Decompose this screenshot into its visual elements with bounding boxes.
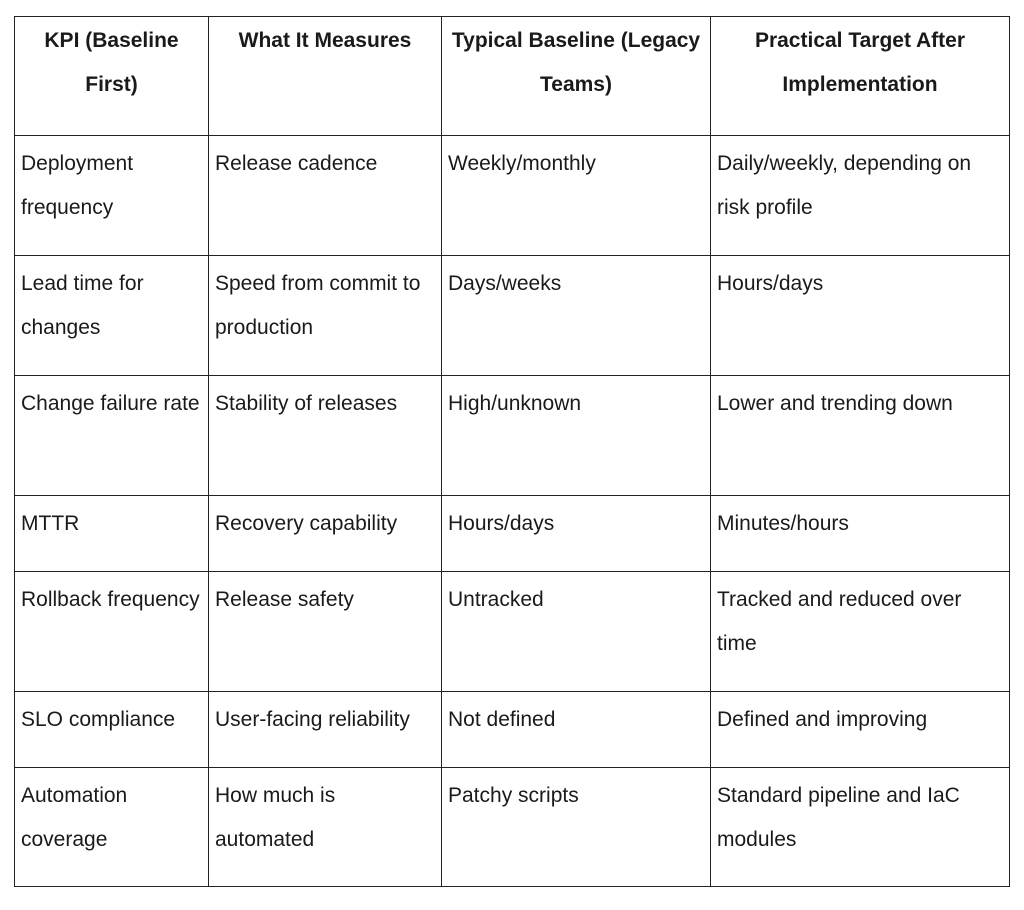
cell-measures: Recovery capability [209, 496, 442, 572]
header-typical-baseline: Typical Baseline (Legacy Teams) [442, 17, 711, 136]
header-practical-target: Practical Target After Implementation [711, 17, 1010, 136]
cell-target: Hours/days [711, 256, 1010, 376]
cell-baseline: High/unknown [442, 376, 711, 496]
cell-kpi: Automation coverage [15, 768, 209, 887]
cell-baseline: Not defined [442, 692, 711, 768]
cell-kpi: Change failure rate [15, 376, 209, 496]
table-row [15, 768, 1010, 887]
cell-kpi: SLO compliance [15, 692, 209, 768]
kpi-table [14, 16, 1010, 887]
cell-baseline: Untracked [442, 572, 711, 692]
cell-kpi: MTTR [15, 496, 209, 572]
cell-measures: Speed from commit to production [209, 256, 442, 376]
table-row [15, 572, 1010, 692]
cell-target: Minutes/hours [711, 496, 1010, 572]
header-what-it-measures: What It Measures [209, 17, 442, 136]
cell-measures: Release cadence [209, 136, 442, 256]
cell-measures: User-facing reliability [209, 692, 442, 768]
cell-baseline: Patchy scripts [442, 768, 711, 887]
table-row [15, 496, 1010, 572]
header-kpi: KPI (Baseline First) [15, 17, 209, 136]
cell-target: Defined and improving [711, 692, 1010, 768]
cell-baseline: Hours/days [442, 496, 711, 572]
cell-measures: Stability of releases [209, 376, 442, 496]
table-row [15, 376, 1010, 496]
cell-target: Lower and trending down [711, 376, 1010, 496]
cell-baseline: Weekly/monthly [442, 136, 711, 256]
table-row [15, 692, 1010, 768]
table-row [15, 256, 1010, 376]
cell-measures: How much is automated [209, 768, 442, 887]
cell-kpi: Rollback frequency [15, 572, 209, 692]
cell-target: Daily/weekly, depending on risk profile [711, 136, 1010, 256]
cell-measures: Release safety [209, 572, 442, 692]
cell-kpi: Deployment frequency [15, 136, 209, 256]
cell-target: Standard pipeline and IaC modules [711, 768, 1010, 887]
cell-target: Tracked and reduced over time [711, 572, 1010, 692]
table-header-row [15, 17, 1010, 136]
cell-baseline: Days/weeks [442, 256, 711, 376]
cell-kpi: Lead time for changes [15, 256, 209, 376]
table-row [15, 136, 1010, 256]
